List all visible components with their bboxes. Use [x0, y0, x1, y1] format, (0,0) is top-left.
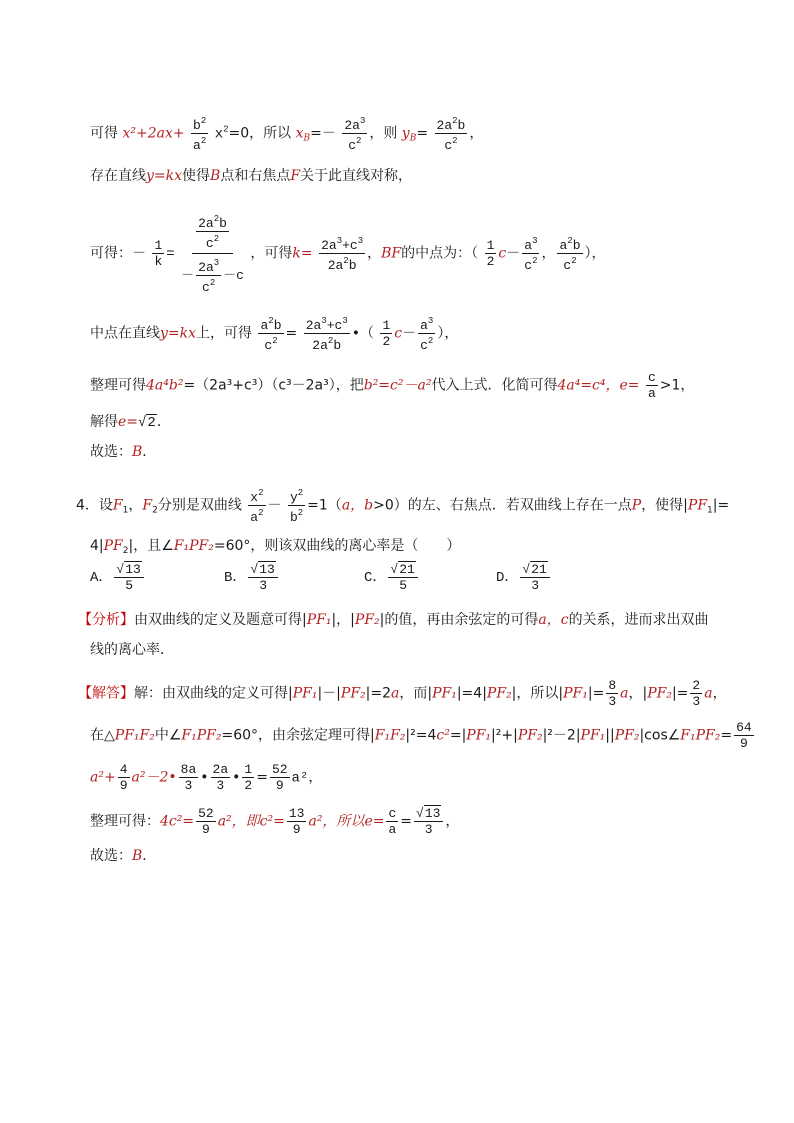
fraction: $\frac{1}{2}$	[486, 238, 495, 269]
solution-line-6	[90, 412, 171, 433]
question-4-line-1: 4．设$F_1$，$F_2$分别是双曲线 $\frac{x^2}{a^2}$ － $\frac{y^2}{b^2}$ =1（a，b>0）的左、右焦点．若双曲线上存在一点P，使得$|PF_1|=$	[76, 488, 730, 525]
solution-line-5	[90, 370, 694, 401]
answer-line-5: 故选：B．	[90, 848, 157, 864]
text: =0，所以	[228, 125, 292, 142]
fraction: $\frac{y^2}{b^2}$	[289, 488, 304, 525]
fraction: $\frac{a^3}{c^2}$	[524, 236, 538, 273]
text: 存在直线	[90, 168, 146, 184]
text: 关于此直线对称，	[300, 168, 413, 184]
fraction: $\frac{a^3}{c^2}$	[420, 316, 434, 353]
solution-line-3: 可得：－ $\frac{1}{k}$ = $\frac{2a^2b}{c^2}$ － $\frac{2a^3}{c^2}$ －c ，可得k= $\frac{2a^3+c^3}{2a^2b}$ ，BF的中点为：（ $\frac{1}{2}$ c－ $\frac{a^3}{c^2}$ ， $\frac{a^2b}{c^2}$ ），	[90, 214, 606, 295]
text: 可得	[90, 125, 118, 142]
formula: F	[290, 168, 301, 184]
fraction: $\frac{1}{2}$	[382, 318, 391, 349]
text: =－	[310, 125, 336, 142]
text: 使得	[182, 168, 211, 184]
text: ．	[156, 414, 171, 430]
text: ），	[584, 245, 606, 262]
formula: k=	[292, 245, 313, 262]
answer-line-3: a²+ $\frac{4}{9}$ a²－2• $\frac{8a}{3}$ • $\frac{2a}{3}$ • $\frac{1}{2}$ = $\frac{52}{9}$ a²，	[90, 762, 323, 793]
answer-tag: 【解答】	[78, 685, 134, 702]
complex-fraction: $\frac{2a^2b}{c^2}$ － $\frac{2a^3}{c^2}$ －c	[181, 214, 244, 295]
text: 点和右焦点	[220, 168, 291, 184]
question-4-line-2: $4|PF_2|$，且∠F₁PF₂=60°，则该双曲线的离心率是（ ）	[90, 538, 461, 556]
formula: x	[214, 126, 224, 143]
question-number: 4．设	[76, 497, 113, 514]
text: =	[416, 125, 429, 142]
text: ，可得	[250, 245, 293, 262]
text: 解得	[90, 414, 118, 430]
solution-line-2	[90, 166, 412, 186]
fraction: $\frac{2a^3}{c^2}$	[344, 116, 366, 153]
solution-line-7	[90, 442, 156, 462]
formula: b²=c²－a²	[363, 377, 432, 394]
analysis-line-2: 线的离心率．	[90, 642, 174, 658]
formula: 4a⁴b²	[146, 377, 184, 394]
option-b[interactable]: B． $\frac{√13}{3}$	[224, 562, 280, 593]
text: 可得：－	[90, 245, 146, 262]
text: •（	[351, 325, 374, 342]
solution-line-4: 中点在直线y=kx上，可得 $\frac{a^2b}{c^2}$ = $\frac{2a^3+c^3}{2a^2b}$ •（ $\frac{1}{2}$ c－ $\frac{a^3}{c^2}$ ），	[90, 316, 459, 353]
fraction: $\frac{2a^3+c^3}{2a^2b}$	[321, 236, 364, 273]
text: ，则	[369, 125, 398, 142]
fraction: $\frac{a^2b}{c^2}$	[260, 316, 282, 353]
fraction: $\frac{x^2}{a^2}$	[250, 488, 264, 525]
formula: y	[401, 125, 410, 142]
formula: 4a⁴=c⁴，	[557, 377, 620, 394]
answer-line-2: 在△PF₁F₂中∠F₁PF₂=60°，由余弦定理可得|F₁F₂|²=4c²=|PF₁|²+|PF₂|²－2|PF₁||PF₂|cos∠F₁PF₂= $\frac{64}{9}$	[90, 720, 752, 751]
formula: e=	[619, 377, 640, 394]
fraction: $\frac{2a^2b}{c^2}$	[436, 116, 466, 153]
answer: B	[132, 444, 143, 460]
fraction: $\frac{b^2}{a^2}$	[193, 116, 207, 153]
text: 代入上式．化简可得	[431, 377, 558, 394]
option-c[interactable]: C． $\frac{√21}{5}$	[364, 562, 420, 593]
answer: B	[132, 848, 143, 864]
answer-line-1: 【解答】解：由双曲线的定义可得|PF₁|－|PF₂|=2a，而|PF₁|=4|PF₂|，所以|PF₁|= $\frac{8}{3}$ a，|PF₂|= $\frac{2}{3}$ a，	[78, 678, 727, 709]
fraction: $\frac{a^2b}{c^2}$	[559, 236, 581, 273]
analysis-line-1: 【分析】由双曲线的定义及题意可得|PF₁|，|PF₂|的值，再由余弦定的可得a，c的关系，进而求出双曲	[78, 612, 709, 628]
formula: y=kx	[160, 325, 197, 342]
text: ，	[469, 125, 484, 142]
fraction: $\frac{c}{a}$	[647, 370, 656, 401]
option-d[interactable]: D． $\frac{√21}{3}$	[496, 562, 552, 593]
answer-line-4: 整理可得：4c²= $\frac{52}{9}$ a²，即c²= $\frac{13}{9}$ a²，所以e= $\frac{c}{a}$ = $\frac{√13}{3}$ ，	[90, 806, 460, 837]
text: 整理可得	[90, 377, 146, 394]
text: >1，	[659, 377, 695, 394]
formula: B	[210, 168, 221, 184]
text: 上，可得	[196, 325, 253, 342]
text: 故选：	[90, 444, 132, 460]
analysis-tag: 【分析】	[78, 612, 134, 628]
fraction: $\frac{2a^3+c^3}{2a^2b}$	[305, 316, 348, 353]
fraction: $\frac{1}{k}$	[154, 238, 163, 269]
text: =	[285, 325, 298, 342]
text: =（2a³+c³）（c³－2a³），把	[183, 377, 364, 394]
formula: x	[295, 125, 304, 142]
formula: BF	[381, 245, 402, 262]
solution-line-1: 可得 x²+2ax+ $\frac{b^2}{a^2}$ $x^2=0$，所以 $x_B=-$ $\frac{2a^3}{c^2}$ ，则 $y_B=$ $\frac{2a^2b}{c^2}$ ，	[90, 116, 484, 153]
formula: x²+2ax+	[122, 125, 185, 142]
formula: F	[112, 497, 123, 514]
option-a[interactable]: A． $\frac{√13}{5}$	[90, 562, 146, 593]
text: ），	[437, 325, 459, 342]
text: 的中点为：（	[401, 245, 479, 262]
text: ．	[142, 444, 157, 460]
formula: e=	[118, 414, 139, 430]
text: 中点在直线	[90, 325, 160, 342]
formula: y=kx	[146, 168, 183, 184]
sqrt: √2	[138, 415, 156, 431]
